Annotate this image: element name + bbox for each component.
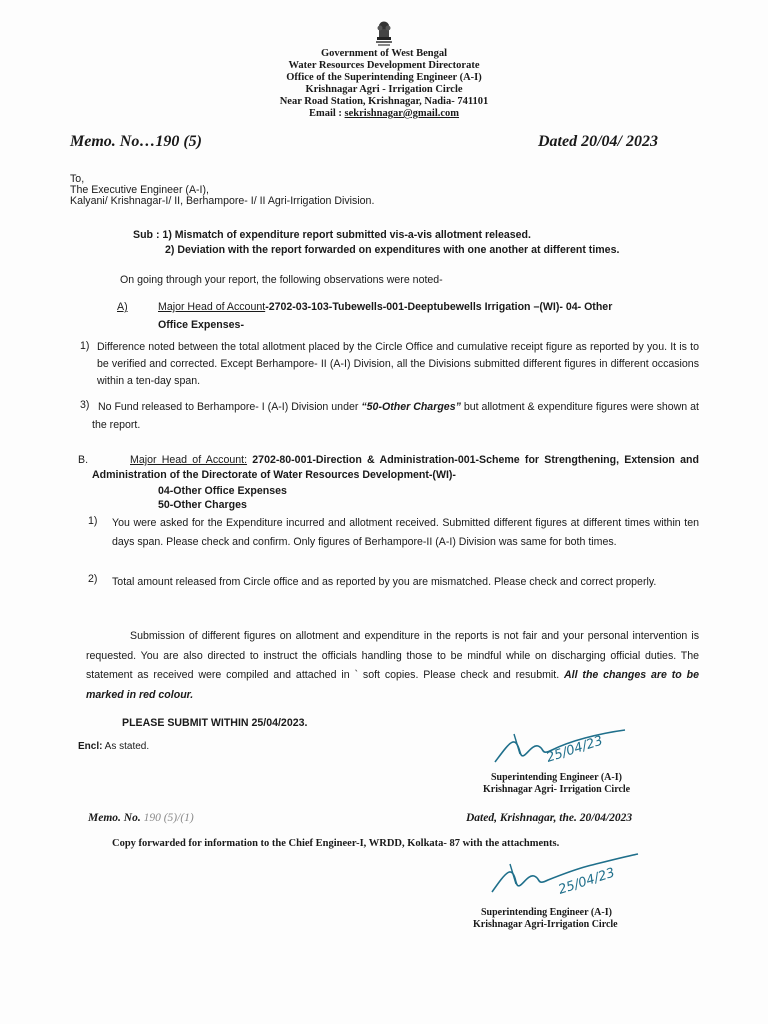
section-a-item-3-num: 3) — [80, 399, 90, 411]
section-a-head-code: -2702-03-103-Tubewells-001-Deeptubewells Irrigation –(WI)- 04- Other — [265, 301, 613, 313]
intro-text: On going through your report, the following observations were noted- — [120, 274, 443, 286]
header-line-1: Government of West Bengal — [320, 48, 448, 59]
signature-1-line-2: Krishnagar Agri- Irrigation Circle — [483, 784, 631, 795]
section-b-sub-1: 04-Other Office Expenses — [158, 485, 287, 497]
section-b-heading — [92, 453, 699, 482]
state-emblem-icon — [372, 20, 396, 48]
signature-1-line-1: Superintending Engineer (A-I) — [491, 772, 622, 783]
red-colour-instruction: All the changes are to be marked in red colour. — [86, 669, 699, 701]
to-line-1: The Executive Engineer (A-I), — [70, 184, 209, 196]
section-a-item-1-text: Difference noted between the total allotment placed by the Circle Office and cumulative receipt figure as reported by you. It is to be verified and corrected. Except Berhampore- II (A-I) Division, all the Divisions submitted different figures in different occasions within a ten-day span. — [97, 341, 699, 387]
signature-2-line-1: Superintending Engineer (A-I) — [481, 907, 612, 918]
section-b-marker: B. — [78, 454, 89, 466]
memo-date: Dated 20/04/ 2023 — [538, 133, 658, 150]
signature-2 — [488, 850, 648, 909]
section-b-item-1-text: You were asked for the Expenditure incurred and allotment received. Submitted different figures at different times within ten days span. Please check and confirm. Only figures of Berhampore-II (A-I) Division was same for both times. — [112, 517, 699, 548]
section-a-heading — [158, 300, 698, 314]
memo-number: Memo. No…190 (5) — [70, 133, 202, 150]
section-b-head-label: Major Head of Account: — [130, 454, 248, 466]
section-b-item-2-num: 2) — [88, 573, 98, 585]
section-b-item-1-num: 1) — [88, 515, 98, 527]
section-b-sub-2: 50-Other Charges — [158, 499, 247, 511]
to-label: To, — [70, 173, 85, 185]
fifty-other-charges-emphasis: “50-Other Charges” — [361, 401, 461, 413]
signature-2-date: 25/04/23 — [556, 865, 617, 898]
section-a-item-3-text: No Fund released to Berhampore- I (A-I) Division under “50-Other Charges” but allotment & expenditure figures were shown at the report. — [92, 401, 699, 431]
section-a-marker: A) — [117, 301, 128, 313]
email-link[interactable]: sekrishnagar@gmail.com — [344, 108, 460, 119]
enclosure-note: Encl: As stated. — [78, 741, 150, 752]
signature-2-line-2: Krishnagar Agri-Irrigation Circle — [473, 919, 618, 930]
section-b-item-2-text: Total amount released from Circle office and as reported by you are mismatched. Please check and correct properly. — [112, 576, 657, 588]
submit-deadline: PLEASE SUBMIT WITHIN 25/04/2023. — [122, 717, 308, 729]
section-b-head-code: 2702-80-001-Direction & Administration-001-Scheme for Strengthening, Extension and Administration of the Directorate of Water Resources Development-(WI)- — [92, 454, 699, 481]
header-line-4: Krishnagar Agri - Irrigation Circle — [305, 84, 463, 95]
header-line-5: Near Road Station, Krishnagar, Nadia- 741101 — [279, 96, 489, 107]
header-email-line — [200, 108, 568, 120]
to-line-2: Kalyani/ Krishnagar-I/ II, Berhampore- I/ II Agri-Irrigation Division. — [70, 195, 375, 207]
closing-paragraph: Submission of different figures on allotment and expenditure in the reports is not fair and your personal intervention is requested. You are also directed to instruct the officials handling those to be mindful while on discharging official duties. The statement as received were compiled and attached in ` soft copies. Please check and resubmit. All the changes are to be marked in red colour. — [86, 630, 699, 701]
header-line-2: Water Resources Development Directorate — [288, 60, 480, 71]
header-line-3: Office of the Superintending Engineer (A-I) — [286, 72, 482, 83]
signature-1 — [490, 722, 630, 777]
memo-2-date: Dated, Krishnagar, the. 20/04/2023 — [466, 812, 633, 824]
copy-forward-text: Copy forwarded for information to the Chief Engineer-I, WRDD, Kolkata- 87 with the attachments. — [112, 838, 560, 849]
section-a-item-1-num: 1) — [80, 340, 90, 352]
section-a-head-code-2: Office Expenses- — [158, 319, 244, 331]
signature-1-date: 25/04/23 — [544, 733, 605, 766]
subject-line-1: Sub : 1) Mismatch of expenditure report submitted vis-a-vis allotment released. — [133, 229, 531, 241]
memo-2-number: Memo. No. 190 (5)/(1) — [88, 812, 194, 824]
email-label: Email : — [308, 108, 345, 119]
section-a-head-label: Major Head of Account — [158, 301, 266, 313]
subject-line-2: 2) Deviation with the report forwarded on expenditures with one another at different times. — [165, 244, 620, 256]
